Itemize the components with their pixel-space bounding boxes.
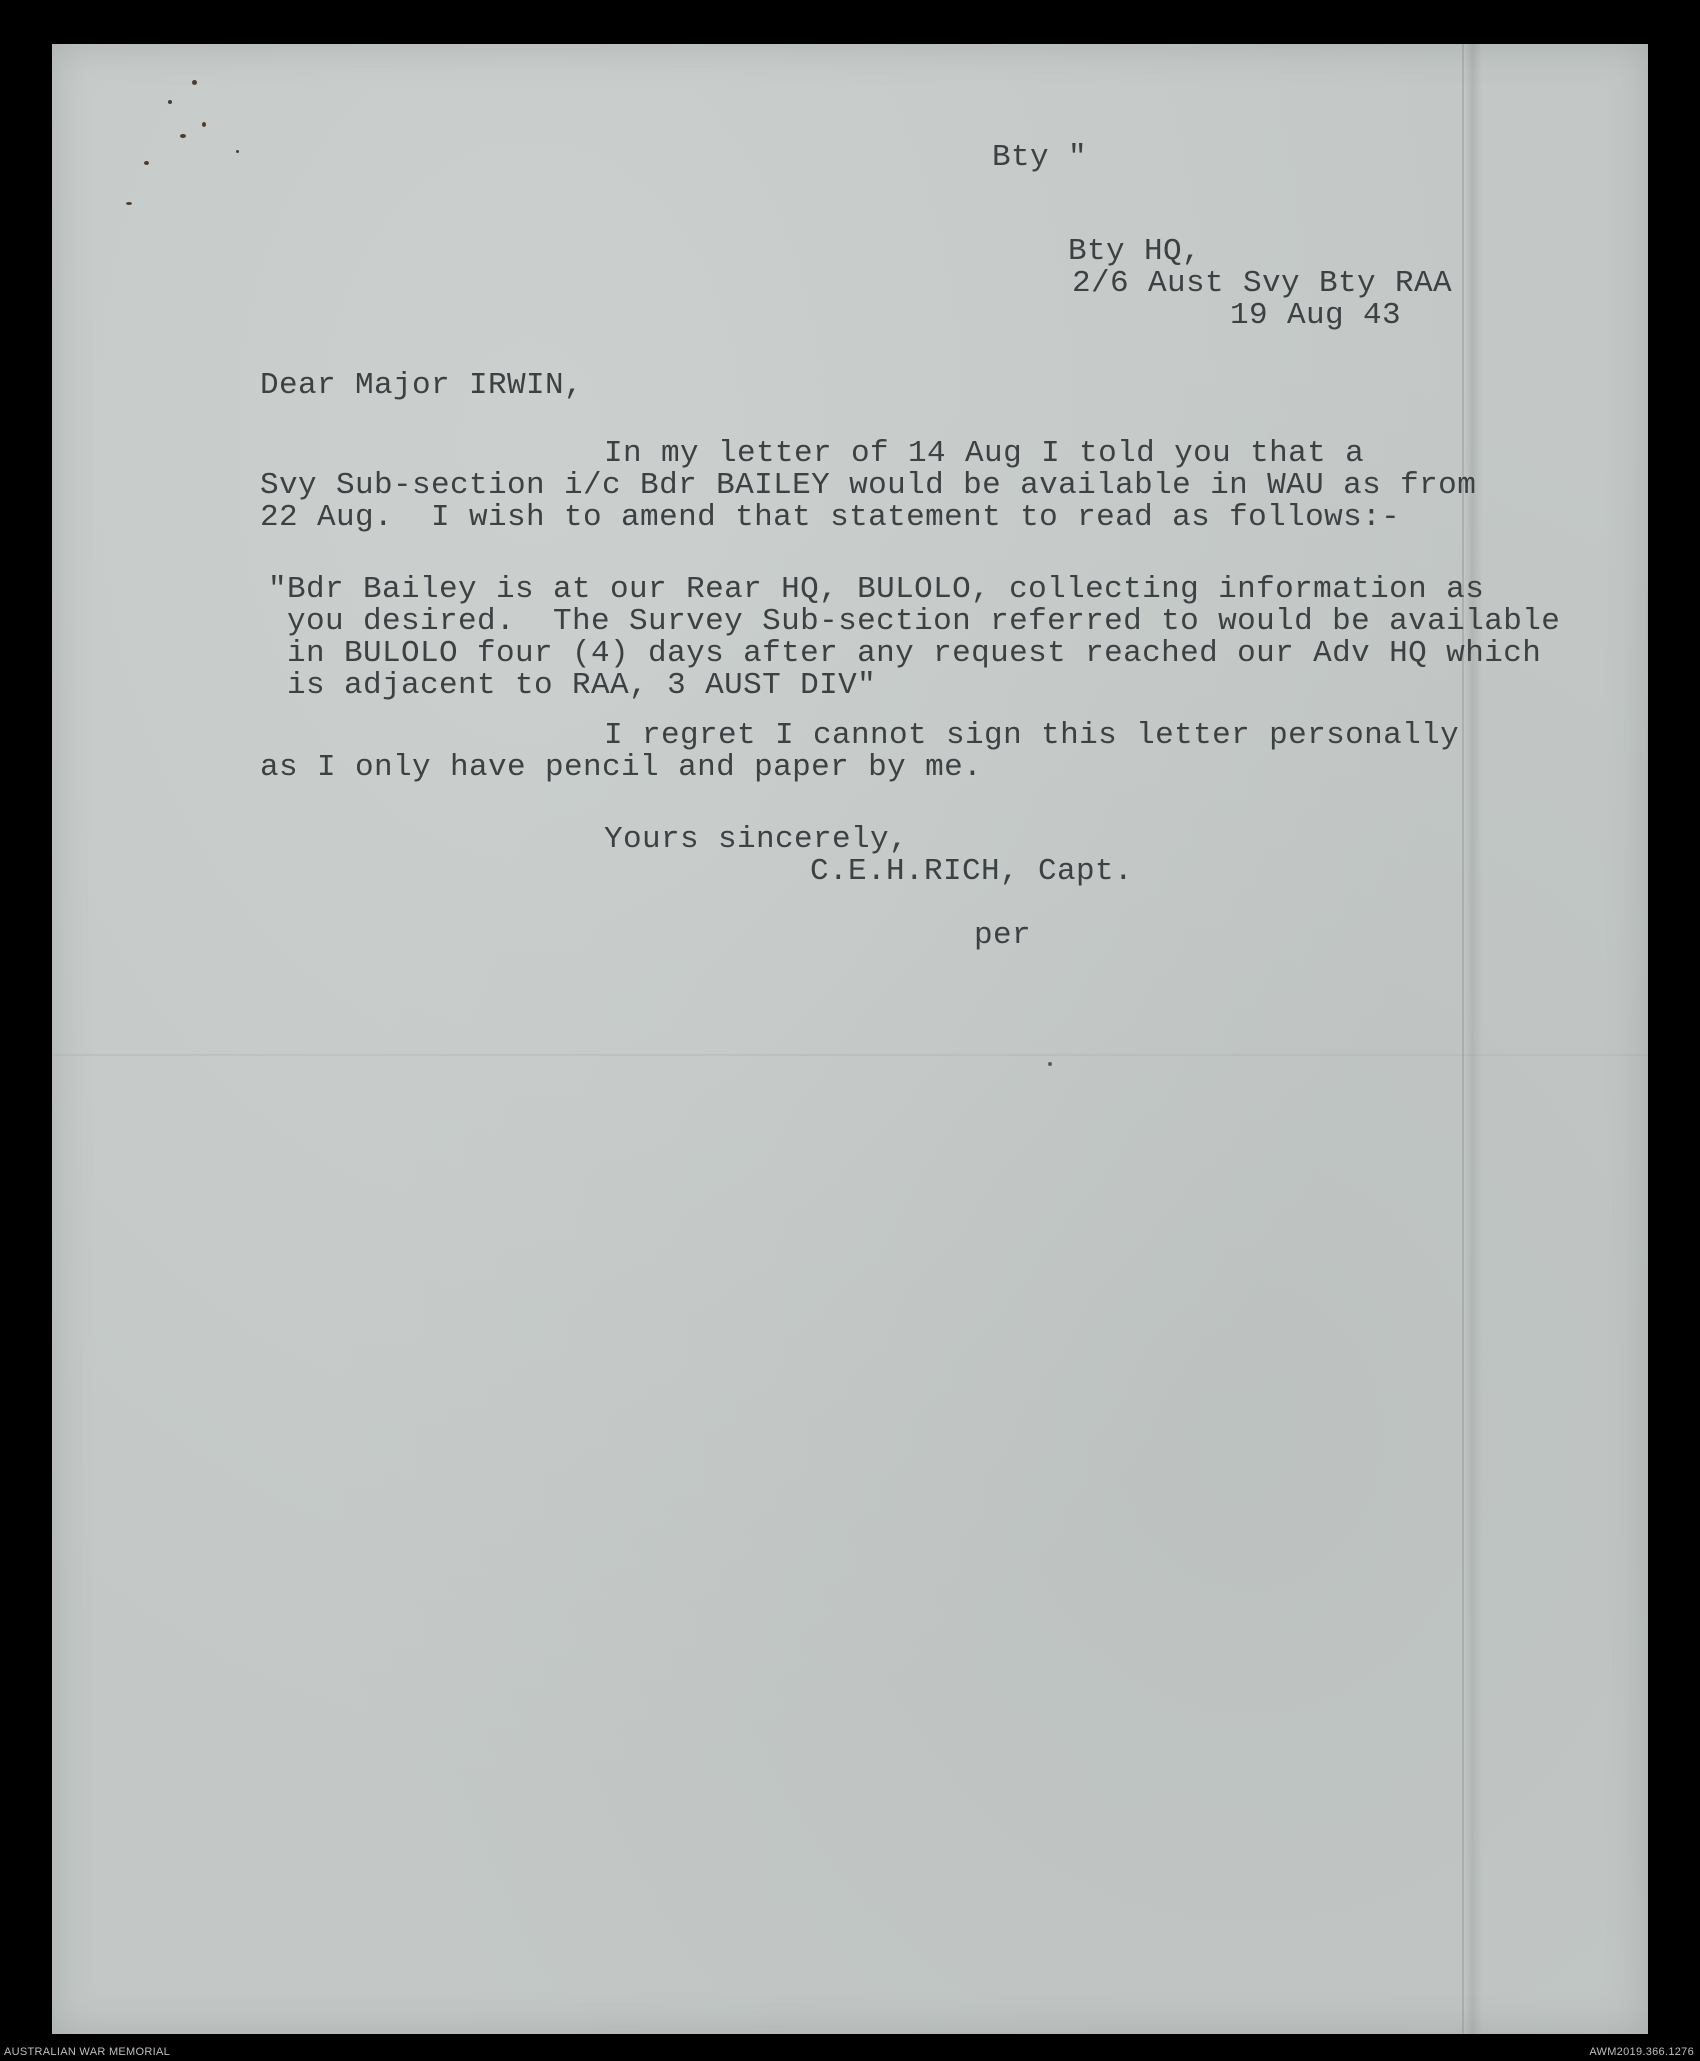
address-line-2: 2/6 Aust Svy Bty RAA	[1072, 266, 1453, 301]
quoted-line-2: you desired. The Survey Sub-section referred to would be available	[268, 604, 1561, 639]
paper-fold-vertical	[1462, 44, 1464, 2034]
paper-fold-horizontal	[52, 1054, 1648, 1056]
ink-speck	[168, 100, 172, 104]
ink-speck	[236, 150, 239, 153]
paragraph-1-line-2: Svy Sub-section i/c Bdr BAILEY would be available in WAU as from	[260, 468, 1477, 503]
quoted-line-4: is adjacent to RAA, 3 AUST DIV"	[268, 668, 877, 703]
ink-dot	[1048, 1062, 1052, 1066]
ink-speck	[192, 80, 197, 85]
footer-right: AWM2019.366.1276	[1589, 2046, 1694, 2058]
salutation: Dear Major IRWIN,	[260, 368, 584, 403]
quoted-line-3: in BULOLO four (4) days after any request reached our Adv HQ which	[268, 636, 1542, 671]
top-mark: Bty "	[992, 140, 1088, 175]
footer-left: AUSTRALIAN WAR MEMORIAL	[4, 2046, 171, 2058]
ink-speck	[202, 122, 206, 127]
paragraph-2-line-1: I regret I cannot sign this letter personally	[604, 718, 1460, 753]
ink-speck	[144, 161, 149, 165]
closing: Yours sincerely,	[604, 822, 909, 857]
quoted-line-1: "Bdr Bailey is at our Rear HQ, BULOLO, collecting information as	[268, 572, 1485, 607]
letter-page	[52, 44, 1648, 2034]
paragraph-1-line-1: In my letter of 14 Aug I told you that a	[604, 436, 1365, 471]
address-date: 19 Aug 43	[1230, 298, 1402, 333]
ink-speck	[126, 202, 132, 205]
per-line: per	[974, 918, 1032, 953]
paragraph-1-line-3: 22 Aug. I wish to amend that statement to read as follows:-	[260, 500, 1401, 535]
signatory: C.E.H.RICH, Capt.	[810, 854, 1134, 889]
paragraph-2-line-2: as I only have pencil and paper by me.	[260, 750, 983, 785]
address-line-1: Bty HQ,	[1068, 234, 1202, 269]
ink-speck	[180, 134, 186, 138]
